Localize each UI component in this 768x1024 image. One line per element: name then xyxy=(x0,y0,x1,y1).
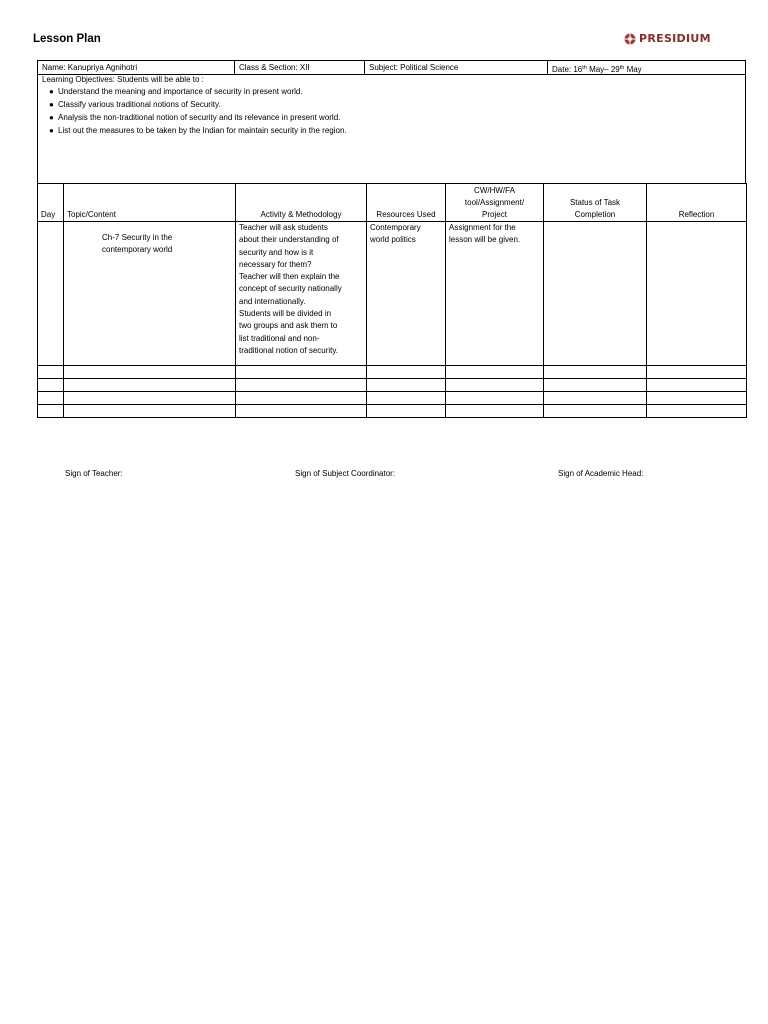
table-header-row xyxy=(38,184,747,222)
lesson-header xyxy=(37,60,746,75)
presidium-logo-icon xyxy=(624,33,636,45)
sign-academic-head: Sign of Academic Head: xyxy=(558,469,644,478)
col-topic: Topic/Content xyxy=(64,184,236,222)
cell-tool: Assignment for the lesson will be given. xyxy=(446,222,544,366)
cell-empty xyxy=(236,405,367,418)
cell-empty xyxy=(544,392,647,405)
cell-status xyxy=(544,222,647,366)
col-status: Status of Task Completion xyxy=(544,184,647,222)
sign-teacher: Sign of Teacher: xyxy=(65,469,123,478)
cell-reflection xyxy=(647,222,747,366)
table-row xyxy=(38,366,747,379)
class-section: Class & Section: XII xyxy=(235,61,365,74)
cell-empty xyxy=(236,392,367,405)
table-row xyxy=(38,379,747,392)
objective-item xyxy=(49,85,741,98)
teacher-name: Name: Kanupriya Agnihotri xyxy=(38,61,235,74)
cell-day xyxy=(38,222,64,366)
cell-empty xyxy=(367,366,446,379)
objective-text: Analysis the non-traditional notion of security and its relevance in present world. xyxy=(58,113,341,122)
cell-empty xyxy=(446,366,544,379)
objective-item xyxy=(49,98,741,111)
cell-empty xyxy=(647,392,747,405)
cell-empty xyxy=(38,379,64,392)
objectives-list xyxy=(42,85,741,137)
cell-empty xyxy=(38,366,64,379)
cell-empty xyxy=(647,379,747,392)
table-row xyxy=(38,392,747,405)
cell-empty xyxy=(544,405,647,418)
cell-empty xyxy=(64,366,236,379)
date-range xyxy=(548,61,745,74)
cell-empty xyxy=(367,392,446,405)
col-resources: Resources Used xyxy=(367,184,446,222)
bullet-icon: ● xyxy=(49,87,54,96)
learning-objectives xyxy=(37,74,746,184)
objective-item xyxy=(49,111,741,124)
bullet-icon: ● xyxy=(49,100,54,109)
cell-resources: Contemporary world politics xyxy=(367,222,446,366)
cell-empty xyxy=(544,366,647,379)
cell-topic: Ch-7 Security in the contemporary world xyxy=(64,222,236,366)
bullet-icon: ● xyxy=(49,126,54,135)
cell-empty xyxy=(236,379,367,392)
cell-empty xyxy=(544,379,647,392)
cell-empty xyxy=(64,392,236,405)
col-activity: Activity & Methodology xyxy=(236,184,367,222)
cell-empty xyxy=(446,392,544,405)
cell-empty xyxy=(446,379,544,392)
cell-empty xyxy=(367,379,446,392)
date-start: Date: 16 xyxy=(552,65,583,74)
col-tool: CW/HW/FA tool/Assignment/ Project xyxy=(446,184,544,222)
page-title: Lesson Plan xyxy=(33,33,101,45)
cell-empty xyxy=(446,405,544,418)
date-end-month: May xyxy=(624,65,642,74)
cell-empty xyxy=(38,392,64,405)
objective-text: Understand the meaning and importance of security in present world. xyxy=(58,87,303,96)
date-end-suffix: th xyxy=(619,65,625,71)
bullet-icon: ● xyxy=(49,113,54,122)
cell-empty xyxy=(367,405,446,418)
cell-empty xyxy=(64,379,236,392)
date-start-suffix: th xyxy=(582,65,587,71)
sign-subject-coordinator: Sign of Subject Coordinator: xyxy=(295,469,396,478)
cell-empty xyxy=(647,366,747,379)
objectives-intro: Learning Objectives: Students will be able to : xyxy=(42,75,204,84)
subject: Subject: Political Science xyxy=(365,61,548,74)
table-row xyxy=(38,222,747,366)
logo-text: PRESIDIUM xyxy=(639,32,711,45)
cell-empty xyxy=(64,405,236,418)
table-row xyxy=(38,405,747,418)
objective-text: List out the measures to be taken by the Indian for maintain security in the region. xyxy=(58,126,347,135)
objective-text: Classify various traditional notions of Security. xyxy=(58,100,221,109)
cell-activity: Teacher will ask students about their understanding of security and how is it necessary for them? Teacher will then explain the concept of security nationally and internationally. Students will be divided in two groups and ask them to list traditional and non- traditional notion of security. xyxy=(236,222,367,366)
cell-empty xyxy=(236,366,367,379)
date-end: May– 29 xyxy=(586,65,620,74)
presidium-logo xyxy=(624,32,711,45)
col-reflection: Reflection xyxy=(647,184,747,222)
col-day: Day xyxy=(38,184,64,222)
lesson-table xyxy=(37,183,747,418)
cell-empty xyxy=(647,405,747,418)
objective-item xyxy=(49,124,741,137)
cell-empty xyxy=(38,405,64,418)
